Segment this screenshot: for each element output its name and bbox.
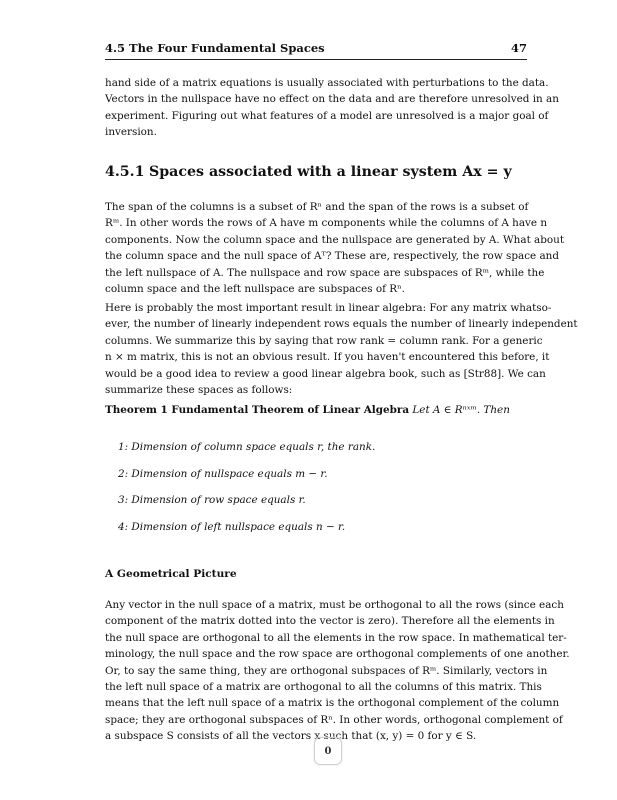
text-line: summarize these spaces as follows:: [105, 384, 293, 397]
text-line: Rᵐ. In other words the rows of A have m components while the columns of A have n: [105, 217, 548, 230]
theorem-heading: [105, 404, 545, 416]
paragraph-spans: [105, 199, 565, 297]
text-line: The span of the columns is a subset of Rⁿ and the span of the rows is a subset of: [105, 201, 529, 213]
text-line: ever, the number of linearly independent rows equals the number of linearly independent: [105, 318, 578, 331]
paragraph-rank: [105, 300, 578, 398]
text-line: n × m matrix, this is not an obvious result. If you haven't encountered this before, it: [105, 351, 550, 364]
list-item: 2: Dimension of nullspace equals m − r.: [118, 467, 328, 480]
list-item: 4: Dimension of left nullspace equals n − r.: [118, 520, 346, 533]
text-line: space; they are orthogonal subspaces of Rⁿ. In other words, orthogonal complement of: [105, 713, 563, 726]
text-line: hand side of a matrix equations is usually associated with perturbations to the data.: [105, 77, 549, 89]
text-line: Here is probably the most important result in linear algebra: For any matrix whatso-: [105, 302, 552, 314]
text-line: the column space and the null space of Aᵀ? These are, respectively, the row space and: [105, 250, 560, 263]
text-line: minology, the null space and the row space are orthogonal complements of one another.: [105, 648, 570, 661]
theorem-label: Theorem 1 Fundamental Theorem of Linear Algebra: [105, 404, 410, 416]
text-line: would be a good idea to review a good linear algebra book, such as [Str88]. We can: [105, 367, 546, 380]
text-line: a subspace S consists of all the vectors x such that (x, y) = 0 for y ∈ S.: [105, 730, 477, 743]
header-page-number: 47: [510, 41, 527, 55]
paragraph-geometry: [105, 597, 570, 745]
text-line: means that the left null space of a matrix is the orthogonal complement of the column: [105, 697, 560, 710]
text-line: Vectors in the nullspace have no effect on the data and are therefore unresolved in an: [105, 93, 559, 106]
theorem-statement: Let A ∈ Rⁿˣᵐ. Then: [412, 404, 510, 416]
running-header: [105, 41, 527, 55]
header-title: 4.5 The Four Fundamental Spaces: [105, 41, 325, 55]
text-line: column space and the left nullspace are subspaces of Rⁿ.: [105, 283, 405, 296]
page-indicator-badge[interactable]: 0: [314, 737, 342, 765]
text-line: Or, to say the same thing, they are orthogonal subspaces of Rᵐ. Similarly, vectors in: [105, 664, 548, 677]
text-line: inversion.: [105, 126, 157, 139]
section-heading: [105, 164, 545, 180]
text-line: the left null space of a matrix are orthogonal to all the columns of this matrix. This: [105, 681, 542, 694]
text-line: Any vector in the null space of a matrix, must be orthogonal to all the rows (since each: [105, 599, 564, 611]
theorem-items: [118, 441, 538, 547]
text-line: columns. We summarize this by saying that row rank = column rank. For a generic: [105, 334, 543, 347]
list-item: 1: Dimension of column space equals r, the rank.: [118, 441, 376, 453]
list-item: 3: Dimension of row space equals r.: [118, 494, 306, 507]
section-number: 4.5.1: [105, 164, 145, 180]
text-line: component of the matrix dotted into the vector is zero). Therefore all the elements in: [105, 615, 555, 628]
text-line: the null space are orthogonal to all the elements in the row space. In mathematical ter-: [105, 631, 567, 644]
text-line: the left nullspace of A. The nullspace and row space are subspaces of Rᵐ, while the: [105, 266, 545, 279]
text-line: components. Now the column space and the nullspace are generated by A. What about: [105, 233, 565, 246]
intro-paragraph: [105, 75, 559, 141]
header-rule: [105, 59, 527, 60]
text-line: experiment. Figuring out what features of a model are unresolved is a major goal of: [105, 109, 549, 122]
subsection-heading: A Geometrical Picture: [105, 568, 237, 580]
section-title: Spaces associated with a linear system Ax = y: [149, 164, 512, 180]
